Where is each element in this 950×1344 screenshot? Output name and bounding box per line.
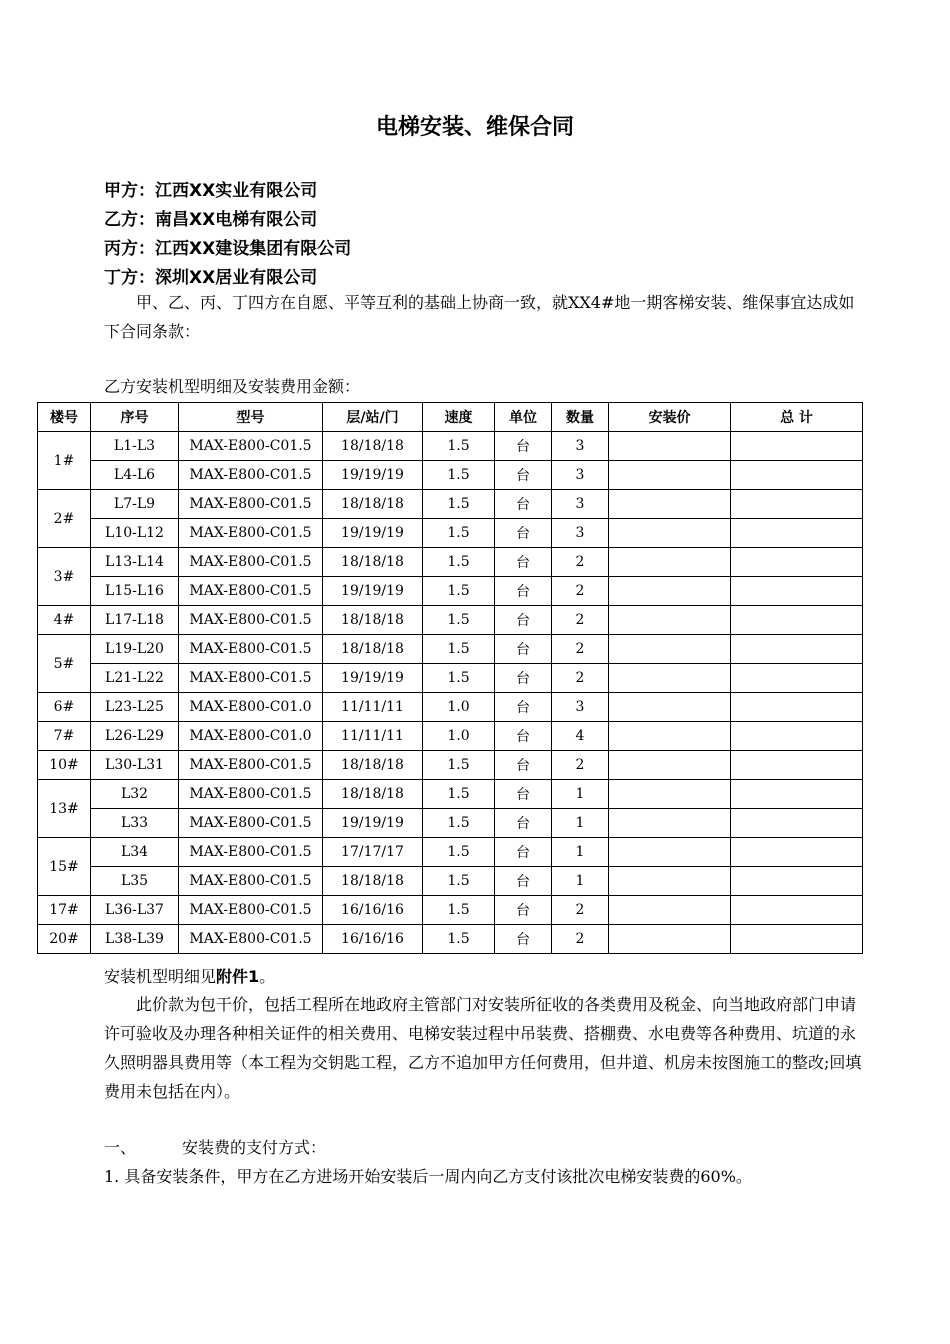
qty-cell: 3 [552,693,609,722]
qty-cell: 1 [552,780,609,809]
model-cell: MAX-E800-C01.5 [179,461,323,490]
seq-cell: L36-L37 [91,896,179,925]
qty-cell: 2 [552,606,609,635]
building-cell: 4# [38,606,91,635]
header-model: 型号 [179,403,323,432]
floors-cell: 19/19/19 [323,809,423,838]
floors-cell: 18/18/18 [323,606,423,635]
unit-cell: 台 [495,577,552,606]
speed-cell: 1.5 [423,780,495,809]
party-d: 丁方：深圳XX居业有限公司 [104,268,318,288]
install-price-cell [609,548,731,577]
building-cell: 1# [38,432,91,490]
seq-cell: L35 [91,867,179,896]
seq-cell: L13-L14 [91,548,179,577]
header-building: 楼号 [38,403,91,432]
install-price-cell [609,867,731,896]
unit-cell: 台 [495,432,552,461]
qty-cell: 3 [552,519,609,548]
building-cell: 13# [38,780,91,838]
qty-cell: 3 [552,432,609,461]
party-a: 甲方：江西XX实业有限公司 [104,181,318,201]
party-b: 乙方：南昌XX电梯有限公司 [104,210,318,230]
table-row [38,432,863,461]
install-price-cell [609,780,731,809]
seq-cell: L15-L16 [91,577,179,606]
floors-cell: 18/18/18 [323,867,423,896]
speed-cell: 1.5 [423,635,495,664]
floors-cell: 11/11/11 [323,693,423,722]
table-caption: 乙方安装机型明细及安装费用金额： [104,377,361,396]
model-cell: MAX-E800-C01.5 [179,751,323,780]
section-one-heading [104,1133,864,1162]
table-row [38,925,863,954]
total-cell [731,925,863,954]
model-cell: MAX-E800-C01.5 [179,896,323,925]
model-cell: MAX-E800-C01.0 [179,722,323,751]
speed-cell: 1.5 [423,809,495,838]
install-price-cell [609,490,731,519]
install-price-cell [609,925,731,954]
speed-cell: 1.5 [423,577,495,606]
model-cell: MAX-E800-C01.5 [179,519,323,548]
total-cell [731,780,863,809]
unit-cell: 台 [495,548,552,577]
total-cell [731,461,863,490]
floors-cell: 18/18/18 [323,635,423,664]
seq-cell: L4-L6 [91,461,179,490]
party-c: 丙方：江西XX建设集团有限公司 [104,239,352,259]
header-floors: 层/站/门 [323,403,423,432]
table-row [38,664,863,693]
attachment-note-suffix: 。 [259,967,276,986]
seq-cell: L33 [91,809,179,838]
seq-cell: L34 [91,838,179,867]
building-cell: 15# [38,838,91,896]
speed-cell: 1.5 [423,606,495,635]
section-number: 一、 [104,1138,137,1157]
model-cell: MAX-E800-C01.5 [179,780,323,809]
attachment-note-prefix: 安装机型明细见 [104,967,217,986]
floors-cell: 19/19/19 [323,577,423,606]
building-cell: 6# [38,693,91,722]
building-cell: 17# [38,896,91,925]
total-cell [731,519,863,548]
table-row [38,780,863,809]
header-seq: 序号 [91,403,179,432]
model-cell: MAX-E800-C01.0 [179,693,323,722]
install-price-cell [609,838,731,867]
speed-cell: 1.5 [423,461,495,490]
total-cell [731,635,863,664]
install-price-cell [609,577,731,606]
unit-cell: 台 [495,925,552,954]
unit-cell: 台 [495,780,552,809]
seq-cell: L23-L25 [91,693,179,722]
install-price-cell [609,606,731,635]
floors-cell: 18/18/18 [323,751,423,780]
seq-cell: L38-L39 [91,925,179,954]
model-cell: MAX-E800-C01.5 [179,809,323,838]
qty-cell: 2 [552,548,609,577]
seq-cell: L17-L18 [91,606,179,635]
table-row [38,548,863,577]
seq-cell: L21-L22 [91,664,179,693]
qty-cell: 3 [552,461,609,490]
section-title: 安装费的支付方式： [182,1138,327,1157]
floors-cell: 19/19/19 [323,461,423,490]
qty-cell: 1 [552,809,609,838]
model-cell: MAX-E800-C01.5 [179,867,323,896]
floors-cell: 19/19/19 [323,664,423,693]
install-price-cell [609,751,731,780]
table-row [38,896,863,925]
table-row [38,809,863,838]
unit-cell: 台 [495,519,552,548]
seq-cell: L26-L29 [91,722,179,751]
qty-cell: 2 [552,896,609,925]
speed-cell: 1.5 [423,548,495,577]
total-cell [731,606,863,635]
total-cell [731,693,863,722]
floors-cell: 18/18/18 [323,432,423,461]
model-cell: MAX-E800-C01.5 [179,490,323,519]
qty-cell: 3 [552,490,609,519]
total-cell [731,577,863,606]
table-row [38,867,863,896]
header-total: 总 计 [731,403,863,432]
qty-cell: 2 [552,925,609,954]
table-row [38,519,863,548]
qty-cell: 2 [552,577,609,606]
model-cell: MAX-E800-C01.5 [179,925,323,954]
unit-cell: 台 [495,664,552,693]
seq-cell: L1-L3 [91,432,179,461]
table-row [38,838,863,867]
install-price-cell [609,519,731,548]
install-price-cell [609,664,731,693]
building-cell: 10# [38,751,91,780]
seq-cell: L30-L31 [91,751,179,780]
building-cell: 5# [38,635,91,693]
building-cell: 20# [38,925,91,954]
table-row [38,490,863,519]
unit-cell: 台 [495,693,552,722]
building-cell: 2# [38,490,91,548]
model-cell: MAX-E800-C01.5 [179,606,323,635]
price-paragraph: 此价款为包干价，包括工程所在地政府主管部门对安装所征收的各类费用及税金、向当地政府部门申请许可验收及办理各种相关证件的相关费用、电梯安装过程中吊装费、搭棚费、水电费等各种费用、坑道的永久照明器具费用等（本工程为交钥匙工程，乙方不追加甲方任何费用，但井道、机房未按图施工的整改;回填费用未包括在内）。 [104,995,862,1101]
unit-cell: 台 [495,722,552,751]
speed-cell: 1.5 [423,519,495,548]
install-price-cell [609,461,731,490]
speed-cell: 1.5 [423,432,495,461]
header-speed: 速度 [423,403,495,432]
table-row [38,461,863,490]
speed-cell: 1.5 [423,867,495,896]
floors-cell: 16/16/16 [323,925,423,954]
intro-paragraph: 甲、乙、丙、丁四方在自愿、平等互利的基础上协商一致，就XX4#地一期客梯安装、维保事宜达成如下合同条款： [104,293,855,341]
seq-cell: L32 [91,780,179,809]
table-header-row [38,403,863,432]
total-cell [731,896,863,925]
install-price-cell [609,635,731,664]
total-cell [731,722,863,751]
attachment-link-text: 附件1 [216,967,260,986]
qty-cell: 1 [552,867,609,896]
qty-cell: 4 [552,722,609,751]
document-title: 电梯安装、维保合同 [375,115,574,140]
header-install-price: 安装价 [609,403,731,432]
model-cell: MAX-E800-C01.5 [179,548,323,577]
floors-cell: 16/16/16 [323,896,423,925]
table-body [38,432,863,954]
seq-cell: L10-L12 [91,519,179,548]
model-cell: MAX-E800-C01.5 [179,664,323,693]
building-cell: 7# [38,722,91,751]
install-price-cell [609,432,731,461]
unit-cell: 台 [495,867,552,896]
floors-cell: 18/18/18 [323,490,423,519]
qty-cell: 2 [552,664,609,693]
table-row [38,577,863,606]
speed-cell: 1.5 [423,896,495,925]
unit-cell: 台 [495,461,552,490]
installation-table [37,402,863,954]
attachment-note [104,962,864,991]
building-cell: 3# [38,548,91,606]
model-cell: MAX-E800-C01.5 [179,838,323,867]
total-cell [731,548,863,577]
total-cell [731,838,863,867]
install-price-cell [609,722,731,751]
floors-cell: 17/17/17 [323,838,423,867]
install-price-cell [609,809,731,838]
unit-cell: 台 [495,490,552,519]
header-unit: 单位 [495,403,552,432]
seq-cell: L7-L9 [91,490,179,519]
install-price-cell [609,693,731,722]
floors-cell: 11/11/11 [323,722,423,751]
install-price-cell [609,896,731,925]
total-cell [731,867,863,896]
floors-cell: 18/18/18 [323,780,423,809]
table-row [38,635,863,664]
speed-cell: 1.5 [423,838,495,867]
total-cell [731,751,863,780]
unit-cell: 台 [495,809,552,838]
floors-cell: 19/19/19 [323,519,423,548]
unit-cell: 台 [495,838,552,867]
unit-cell: 台 [495,896,552,925]
speed-cell: 1.5 [423,490,495,519]
speed-cell: 1.5 [423,925,495,954]
table-row [38,693,863,722]
seq-cell: L19-L20 [91,635,179,664]
speed-cell: 1.0 [423,722,495,751]
floors-cell: 18/18/18 [323,548,423,577]
speed-cell: 1.0 [423,693,495,722]
total-cell [731,432,863,461]
model-cell: MAX-E800-C01.5 [179,635,323,664]
unit-cell: 台 [495,635,552,664]
qty-cell: 1 [552,838,609,867]
table-row [38,751,863,780]
total-cell [731,664,863,693]
header-qty: 数量 [552,403,609,432]
total-cell [731,809,863,838]
speed-cell: 1.5 [423,751,495,780]
model-cell: MAX-E800-C01.5 [179,432,323,461]
speed-cell: 1.5 [423,664,495,693]
clause-one: 1. 具备安装条件，甲方在乙方进场开始安装后一周内向乙方支付该批次电梯安装费的60%。 [104,1167,752,1186]
unit-cell: 台 [495,751,552,780]
table-row [38,606,863,635]
table-row [38,722,863,751]
total-cell [731,490,863,519]
model-cell: MAX-E800-C01.5 [179,577,323,606]
unit-cell: 台 [495,606,552,635]
qty-cell: 2 [552,751,609,780]
qty-cell: 2 [552,635,609,664]
